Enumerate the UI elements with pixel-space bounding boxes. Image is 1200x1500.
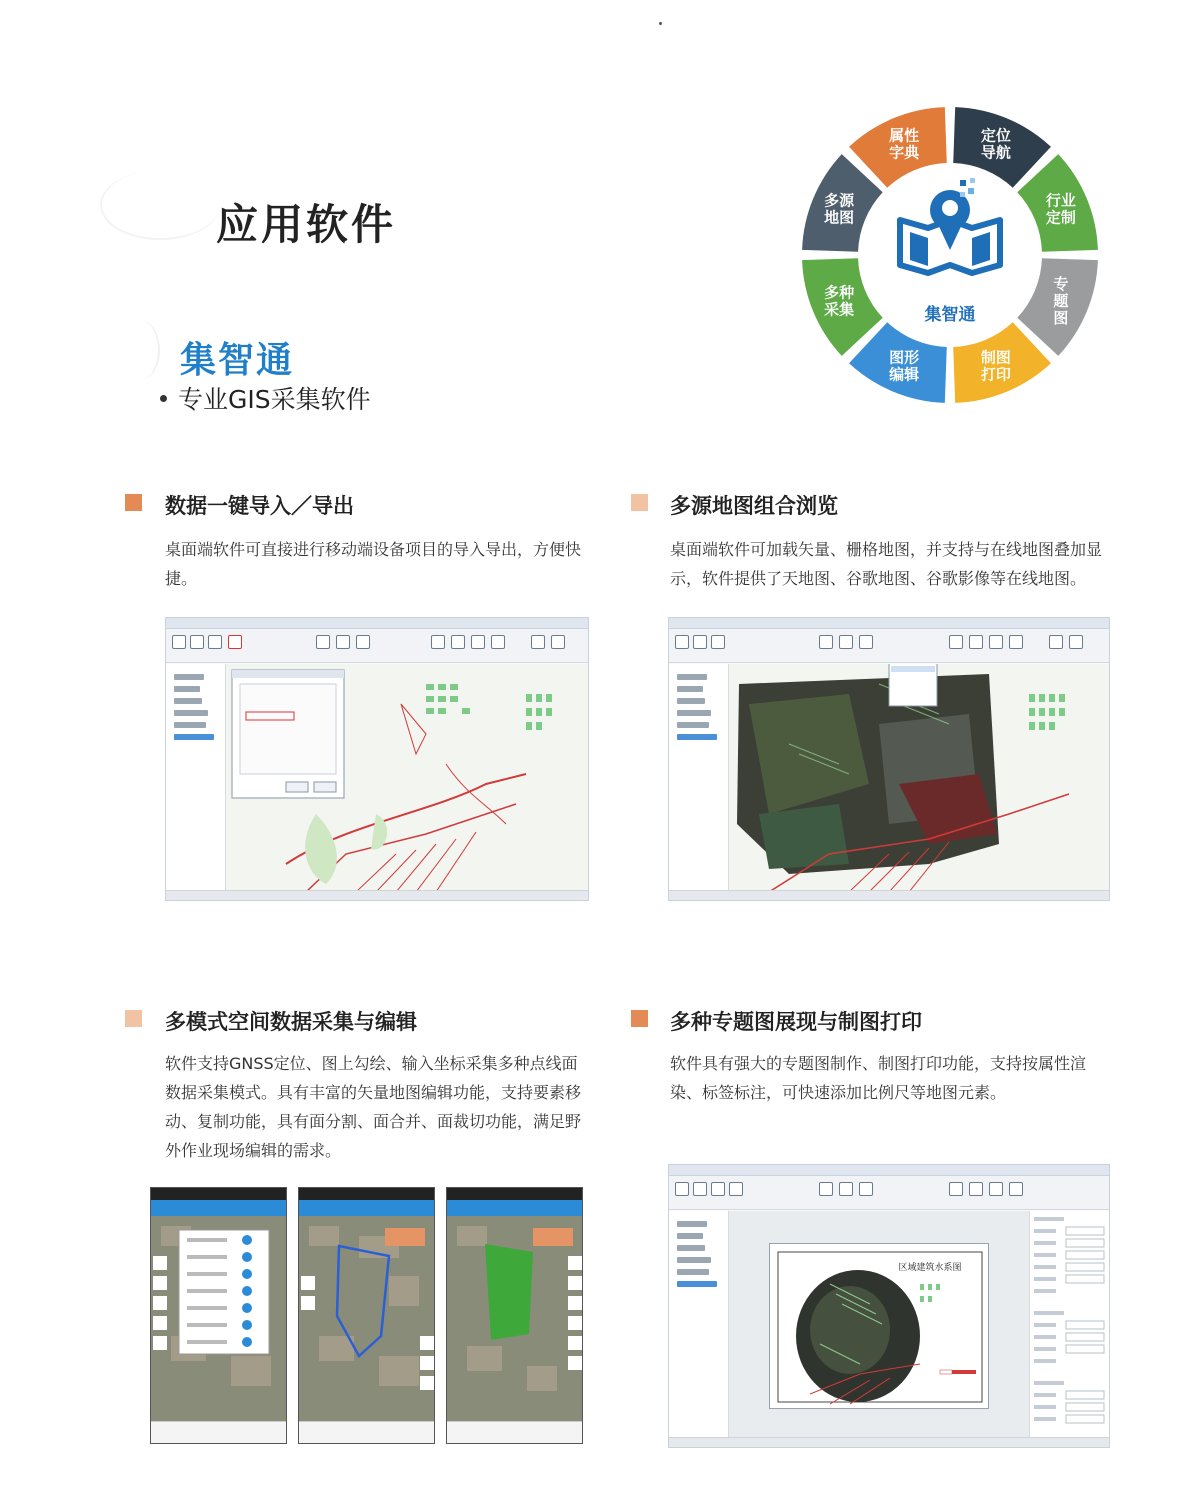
toolbar-icon [711,1182,725,1196]
section-title-multi-source-map: 多源地图组合浏览 [670,494,838,518]
toolbar-icon [336,635,350,649]
toolbar-icon [1069,635,1083,649]
print-layout-view [729,1211,1029,1437]
app-statusbar [669,890,1109,900]
section-title-import-export: 数据一键导入／导出 [165,494,354,518]
phone-map [447,1216,583,1423]
toolbar-icon [819,1182,833,1196]
text-line: 染、标签标注，可快速添加比例尺等地图元素。 [670,1083,1007,1102]
page-title: 应用软件 [216,200,397,249]
toolbar-icon [989,1182,1003,1196]
toolbar-icon [711,635,725,649]
tree-item [677,722,709,728]
section-text-thematic-print [670,1049,1086,1107]
print-page-map [770,1244,990,1410]
phone-statusbar [151,1188,286,1200]
tree-item [174,722,206,728]
app-statusbar [166,890,588,900]
wheel-segment-label: 多种采集 [824,283,855,319]
decor-arc [100,170,220,240]
toolbar-icon [693,1182,707,1196]
tree-item [677,1257,711,1263]
toolbar-icon [859,1182,873,1196]
phone-screenshot-editing [446,1187,583,1444]
bullet-dot [160,395,167,402]
toolbar-icon [969,635,983,649]
wheel-segment-label: 定位导航 [980,126,1011,162]
section-marker [631,1010,648,1027]
section-text-multi-source-map [670,535,1102,593]
text-line: 软件具有强大的专题图制作、制图打印功能，支持按属性渲 [670,1054,1087,1073]
section-text-import-export [165,535,581,593]
app-toolbar [669,629,1109,663]
toolbar-icon [356,635,370,649]
tree-item [677,698,705,704]
toolbar-icon [675,1182,689,1196]
properties-panel [1029,1211,1109,1437]
section-marker [125,1010,142,1027]
section-text-collection-editing [165,1049,581,1165]
text-line: 外作业现场编辑的需求。 [165,1141,342,1160]
text-line: 桌面端软件可加载矢量、栅格地图，并支持与在线地图叠加显 [670,540,1103,559]
toolbar-icon [839,1182,853,1196]
print-page [769,1243,989,1409]
toolbar-icon [969,1182,983,1196]
decor-dot [659,22,662,25]
vector-map [226,664,588,890]
toolbar-icon [531,635,545,649]
tree-item [677,1221,707,1227]
tree-item [174,710,208,716]
tree-item [174,674,204,680]
section-marker [125,494,142,511]
map-view [729,664,1109,890]
tree-item [677,734,717,740]
toolbar-icon [316,635,330,649]
toolbar-icon [949,1182,963,1196]
toolbar-icon [989,635,1003,649]
wheel-segment-label: 专题图 [1053,274,1069,327]
app-titlebar [669,618,1109,629]
toolbar-icon [491,635,505,649]
screenshot-multi-source-map [668,617,1110,901]
tree-item [677,1233,703,1239]
map-view [226,664,588,890]
wheel-segment-label: 图形编辑 [889,348,920,384]
phone-bottom-nav [299,1421,434,1443]
phone-map [151,1216,287,1423]
tree-item [174,734,214,740]
phone-bottom-nav [447,1421,582,1443]
layer-tree-panel [669,664,729,890]
phone-screenshot-collection [150,1187,287,1444]
toolbar-icon [949,635,963,649]
text-line: 捷。 [165,569,198,588]
phone-statusbar [447,1188,582,1200]
phone-header [151,1200,286,1216]
wheel-segment-label: 制图打印 [980,348,1011,384]
app-titlebar [166,618,588,629]
product-name: 集智通 [180,340,295,381]
wheel-segment-label: 行业定制 [1045,191,1076,227]
imagery-map [729,664,1109,890]
toolbar-icon [431,635,445,649]
text-line: 数据采集模式。具有丰富的矢量地图编辑功能，支持要素移 [165,1083,582,1102]
phone-header [447,1200,582,1216]
phone-statusbar [299,1188,434,1200]
layer-tree-panel [669,1211,729,1437]
text-line: 桌面端软件可直接进行移动端设备项目的导入导出，方便快 [165,540,582,559]
text-line: 动、复制功能，具有面分割、面合并、面裁切功能，满足野 [165,1112,582,1131]
tree-item [677,686,703,692]
section-marker [631,494,648,511]
toolbar-icon [1049,635,1063,649]
tree-item [677,674,707,680]
tree-item [677,1269,709,1275]
section-title-thematic-print: 多种专题图展现与制图打印 [670,1010,922,1034]
toolbar-icon [1009,635,1023,649]
tree-item [677,710,711,716]
screenshot-thematic-print [668,1164,1110,1448]
app-toolbar [166,629,588,663]
toolbar-icon [675,635,689,649]
toolbar-icon [729,1182,743,1196]
toolbar-icon [471,635,485,649]
app-toolbar [669,1176,1109,1210]
toolbar-icon [208,635,222,649]
product-subtitle: 专业GIS采集软件 [178,385,371,414]
phone-bottom-nav [151,1421,286,1443]
toolbar-icon [190,635,204,649]
toolbar-icon [1009,1182,1023,1196]
app-titlebar [669,1165,1109,1176]
wheel-segment-label: 多源地图 [824,191,855,227]
tree-item [677,1281,717,1287]
tree-item [677,1245,705,1251]
feature-wheel [800,100,1100,410]
toolbar-icon [839,635,853,649]
toolbar-icon [228,635,242,649]
toolbar-icon [693,635,707,649]
phone-map [299,1216,435,1423]
tree-item [174,686,200,692]
toolbar-icon [819,635,833,649]
toolbar-icon [172,635,186,649]
toolbar-icon [551,635,565,649]
tree-item [174,698,202,704]
section-title-collection-editing: 多模式空间数据采集与编辑 [165,1010,417,1034]
phone-screenshot-drawing [298,1187,435,1444]
text-line: 示，软件提供了天地图、谷歌地图、谷歌影像等在线地图。 [670,569,1087,588]
screenshot-import-export [165,617,589,901]
layer-tree-panel [166,664,226,890]
print-map-title: 区域建筑水系图 [898,1263,962,1273]
toolbar-icon [859,635,873,649]
wheel-segment-label: 属性字典 [889,126,920,162]
decor-arc [120,320,160,380]
properties-list [1030,1211,1110,1439]
app-statusbar [669,1437,1109,1447]
text-line: 软件支持GNSS定位、图上勾绘、输入坐标采集多种点线面 [165,1054,578,1073]
phone-header [299,1200,434,1216]
toolbar-icon [451,635,465,649]
wheel-center-label: 集智通 [924,305,976,325]
